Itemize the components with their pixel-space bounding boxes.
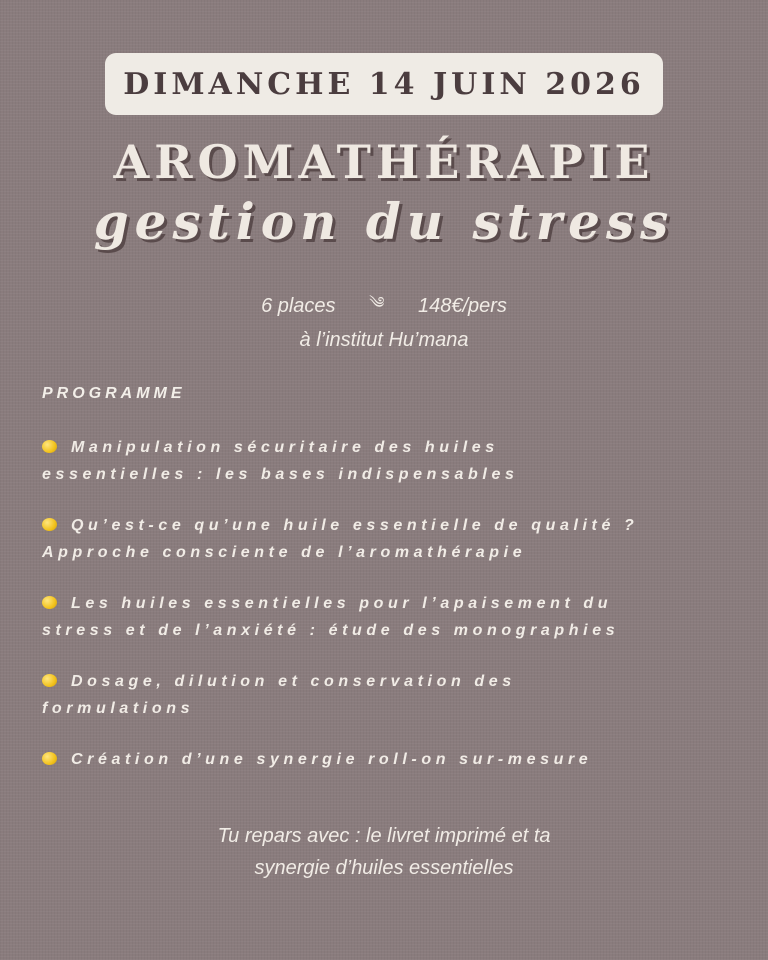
program-item xyxy=(42,434,732,488)
program-item xyxy=(42,590,732,644)
price: 148€/pers xyxy=(417,295,507,317)
program-item-line2: Approche consciente de l’aromathérapie xyxy=(42,544,527,561)
date-banner xyxy=(105,53,663,115)
program-item xyxy=(42,746,732,773)
program-item xyxy=(42,668,732,722)
program-item xyxy=(42,512,732,566)
lemon-icon xyxy=(42,674,57,687)
program-item-line2: stress et de l’anxiété : étude des monographies xyxy=(42,622,620,639)
footer-line2: synergie d’huiles essentielles xyxy=(254,857,514,879)
lemon-icon xyxy=(42,440,57,453)
program-item-line1: Dosage, dilution et conservation des xyxy=(71,673,516,690)
footer-note xyxy=(0,820,768,884)
program-item-line1: Les huiles essentielles pour l’apaisement du xyxy=(71,595,613,612)
lemon-icon xyxy=(42,596,57,609)
lemon-icon xyxy=(42,752,57,765)
footer-line1: Tu repars avec : le livret imprimé et ta xyxy=(217,825,551,847)
event-info xyxy=(0,290,768,356)
event-location: à l’institut Hu’mana xyxy=(299,329,469,351)
places-count: 6 places xyxy=(261,295,336,317)
program-item-line1: Qu’est-ce qu’une huile essentielle de qualité ? xyxy=(71,517,639,534)
program-item-line1: Création d’une synergie roll-on sur-mesure xyxy=(71,751,593,768)
event-title: AROMATHÉRAPIE xyxy=(113,135,655,189)
swirl-separator-icon: ༄ xyxy=(369,295,385,312)
event-date: DIMANCHE 14 JUIN 2026 xyxy=(123,66,645,102)
program-item-line2: formulations xyxy=(42,700,195,717)
program-item-line2: essentielles : les bases indispensables xyxy=(42,466,519,483)
program-item-line1: Manipulation sécuritaire des huiles xyxy=(71,439,499,456)
lemon-icon xyxy=(42,518,57,531)
program-heading: PROGRAMME xyxy=(42,385,186,402)
program-list xyxy=(42,434,732,797)
event-subtitle: gestion du stress xyxy=(93,192,675,251)
places-price-line xyxy=(0,290,768,324)
